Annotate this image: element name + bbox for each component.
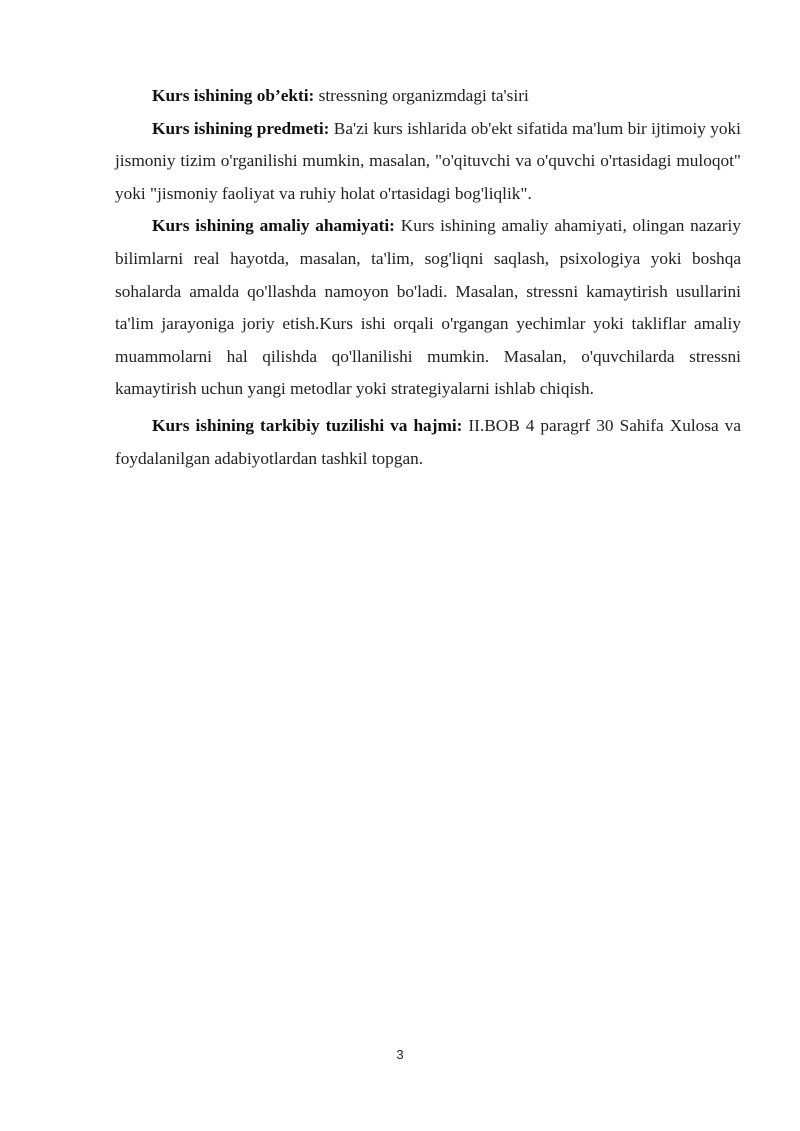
paragraph-object <box>115 80 741 113</box>
document-body <box>115 80 741 475</box>
subject-text: Ba'zi kurs ishlarida ob'ekt sifatida ma'lum bir ijtimoiy yoki jismoniy tizim o'rganilishi mumkin, masalan, "o'qituvchi va o'quvchi o'rtasidagi muloqot" yoki "jismoniy faoliyat va ruhiy holat o'rtasidagi bog'liqlik". <box>115 118 741 203</box>
practical-significance-label: Kurs ishining amaliy ahamiyati: <box>152 216 395 236</box>
page-number: 3 <box>396 1047 404 1062</box>
subject-label: Kurs ishining predmeti: <box>152 118 330 138</box>
practical-significance-text: Kurs ishining amaliy ahamiyati, olingan nazariy bilimlarni real hayotda, masalan, ta'lim, sog'liqni saqlash, psixologiya yoki boshqa sohalarda amalda qo'llashda namoyon bo'ladi. Masalan, stressni kamaytirish usullarini ta'lim jarayoniga joriy etish.Kurs ishi orqali o'rgangan yechimlar yoki takliflar amaliy muammolarni hal qilishda qo'llanilishi mumkin. Masalan, o'quvchilarda stressni kamaytirish uchun yangi metodlar yoki strategiyalarni ishlab chiqish. <box>115 216 741 399</box>
paragraph-subject <box>115 113 741 211</box>
object-label: Kurs ishining ob’ekti: <box>152 86 315 105</box>
structure-label: Kurs ishining tarkibiy tuzilishi va hajmi: <box>152 415 463 435</box>
object-text: stressning organizmdagi ta'siri <box>314 86 529 105</box>
structure-text: II.BOB 4 paragrf 30 Sahifa Xulosa va foydalanilgan adabiyotlardan tashkil topgan. <box>115 415 741 468</box>
paragraph-practical-significance <box>115 210 741 406</box>
paragraph-structure <box>115 410 741 475</box>
